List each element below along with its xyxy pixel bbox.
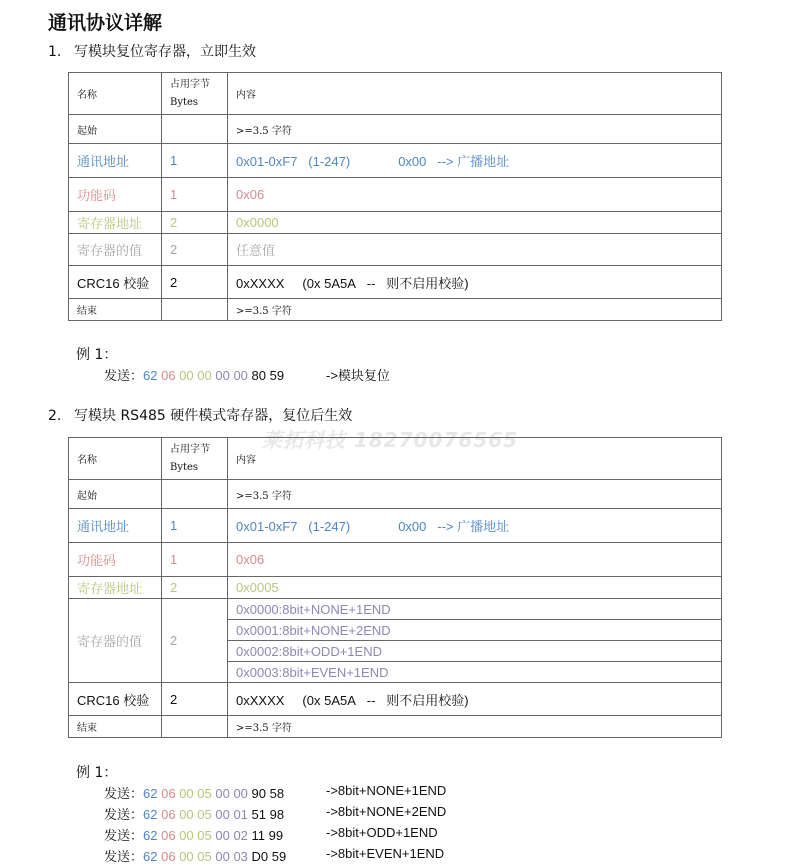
row-address [69, 144, 722, 178]
page-title: 通讯协议详解 [48, 12, 163, 34]
cell: 0x06 [228, 178, 722, 212]
row-value [69, 234, 722, 266]
cell: 2 [162, 234, 228, 266]
cell: 寄存器地址 [69, 577, 162, 599]
cell [162, 480, 228, 509]
cell: 结束 [69, 716, 162, 738]
cell: 通讯地址 [69, 509, 162, 543]
cell: 0x01-0xF7 (1-247) 0x00 --> 广播地址 [228, 144, 722, 178]
cell: 0x0002:8bit+ODD+1END [228, 641, 722, 662]
row-end [69, 716, 722, 738]
header-content: 内容 [228, 438, 722, 480]
table-header-row [69, 73, 722, 115]
cell: 0x0001:8bit+NONE+2END [228, 620, 722, 641]
protocol-table-1 [68, 72, 722, 321]
cell: >=3.5 字符 [228, 716, 722, 738]
example-send-2-1: 发送：62 06 00 05 00 01 51 98 ->8bit+NONE+2END [104, 804, 447, 823]
cell: 寄存器的值 [69, 234, 162, 266]
row-function [69, 543, 722, 577]
row-address [69, 509, 722, 543]
row-register [69, 212, 722, 234]
row-start [69, 480, 722, 509]
cell [162, 299, 228, 321]
cell: 2 [162, 683, 228, 716]
row-value-opt-0 [69, 599, 722, 620]
cell: 1 [162, 543, 228, 577]
row-start [69, 115, 722, 144]
cell [162, 115, 228, 144]
section-1-number: 1. [48, 44, 62, 60]
example-send-1: 发送：62 06 00 00 00 00 80 59 ->模块复位 [104, 368, 390, 384]
example-send-2-0: 发送：62 06 00 05 00 00 90 58 ->8bit+NONE+1END [104, 783, 447, 802]
cell: 2 [162, 577, 228, 599]
cell: >=3.5 字符 [228, 480, 722, 509]
header-bytes: 占用字节 Bytes [162, 73, 228, 115]
row-end [69, 299, 722, 321]
cell: 结束 [69, 299, 162, 321]
cell: 通讯地址 [69, 144, 162, 178]
section-2-number: 2. [48, 408, 62, 424]
watermark: 莱拓科技 18270076565 [262, 428, 519, 452]
header-name: 名称 [69, 73, 162, 115]
cell: 功能码 [69, 178, 162, 212]
table-header-row [69, 438, 722, 480]
cell: CRC16 校验 [69, 266, 162, 299]
protocol-table-2 [68, 437, 722, 738]
cell: 0x0000 [228, 212, 722, 234]
section-1-title: 写模块复位寄存器，立即生效 [74, 44, 256, 60]
row-crc [69, 266, 722, 299]
cell: >=3.5 字符 [228, 299, 722, 321]
header-bytes: 占用字节 Bytes [162, 438, 228, 480]
cell: 0x06 [228, 543, 722, 577]
cell: 任意值 [228, 234, 722, 266]
section-1-heading [48, 41, 256, 61]
cell: 功能码 [69, 543, 162, 577]
cell: 起始 [69, 115, 162, 144]
cell: 寄存器的值 [69, 599, 162, 683]
cell [162, 716, 228, 738]
cell: 2 [162, 266, 228, 299]
cell: >=3.5 字符 [228, 115, 722, 144]
section-2-title: 写模块 RS485 硬件模式寄存器，复位后生效 [74, 408, 353, 424]
cell: 0x0003:8bit+EVEN+1END [228, 662, 722, 683]
example-send-2-3: 发送：62 06 00 05 00 03 D0 59 ->8bit+EVEN+1END [104, 846, 445, 865]
header-content: 内容 [228, 73, 722, 115]
cell: 1 [162, 144, 228, 178]
row-function [69, 178, 722, 212]
cell: 起始 [69, 480, 162, 509]
example-label-2: 例 1： [76, 765, 118, 781]
cell: 2 [162, 212, 228, 234]
header-name: 名称 [69, 438, 162, 480]
cell: 1 [162, 509, 228, 543]
cell: 0x01-0xF7 (1-247) 0x00 --> 广播地址 [228, 509, 722, 543]
cell: 0xXXXX (0x 5A5A -- 则不启用校验) [228, 683, 722, 716]
cell: 0xXXXX (0x 5A5A -- 则不启用校验) [228, 266, 722, 299]
row-register [69, 577, 722, 599]
cell: 0x0000:8bit+NONE+1END [228, 599, 722, 620]
example-label-1: 例 1： [76, 347, 118, 363]
cell: 寄存器地址 [69, 212, 162, 234]
cell: CRC16 校验 [69, 683, 162, 716]
row-crc [69, 683, 722, 716]
example-send-2-2: 发送：62 06 00 05 00 02 11 99 ->8bit+ODD+1END [104, 825, 438, 844]
cell: 0x0005 [228, 577, 722, 599]
cell: 2 [162, 599, 228, 683]
section-2-heading [48, 405, 352, 425]
cell: 1 [162, 178, 228, 212]
